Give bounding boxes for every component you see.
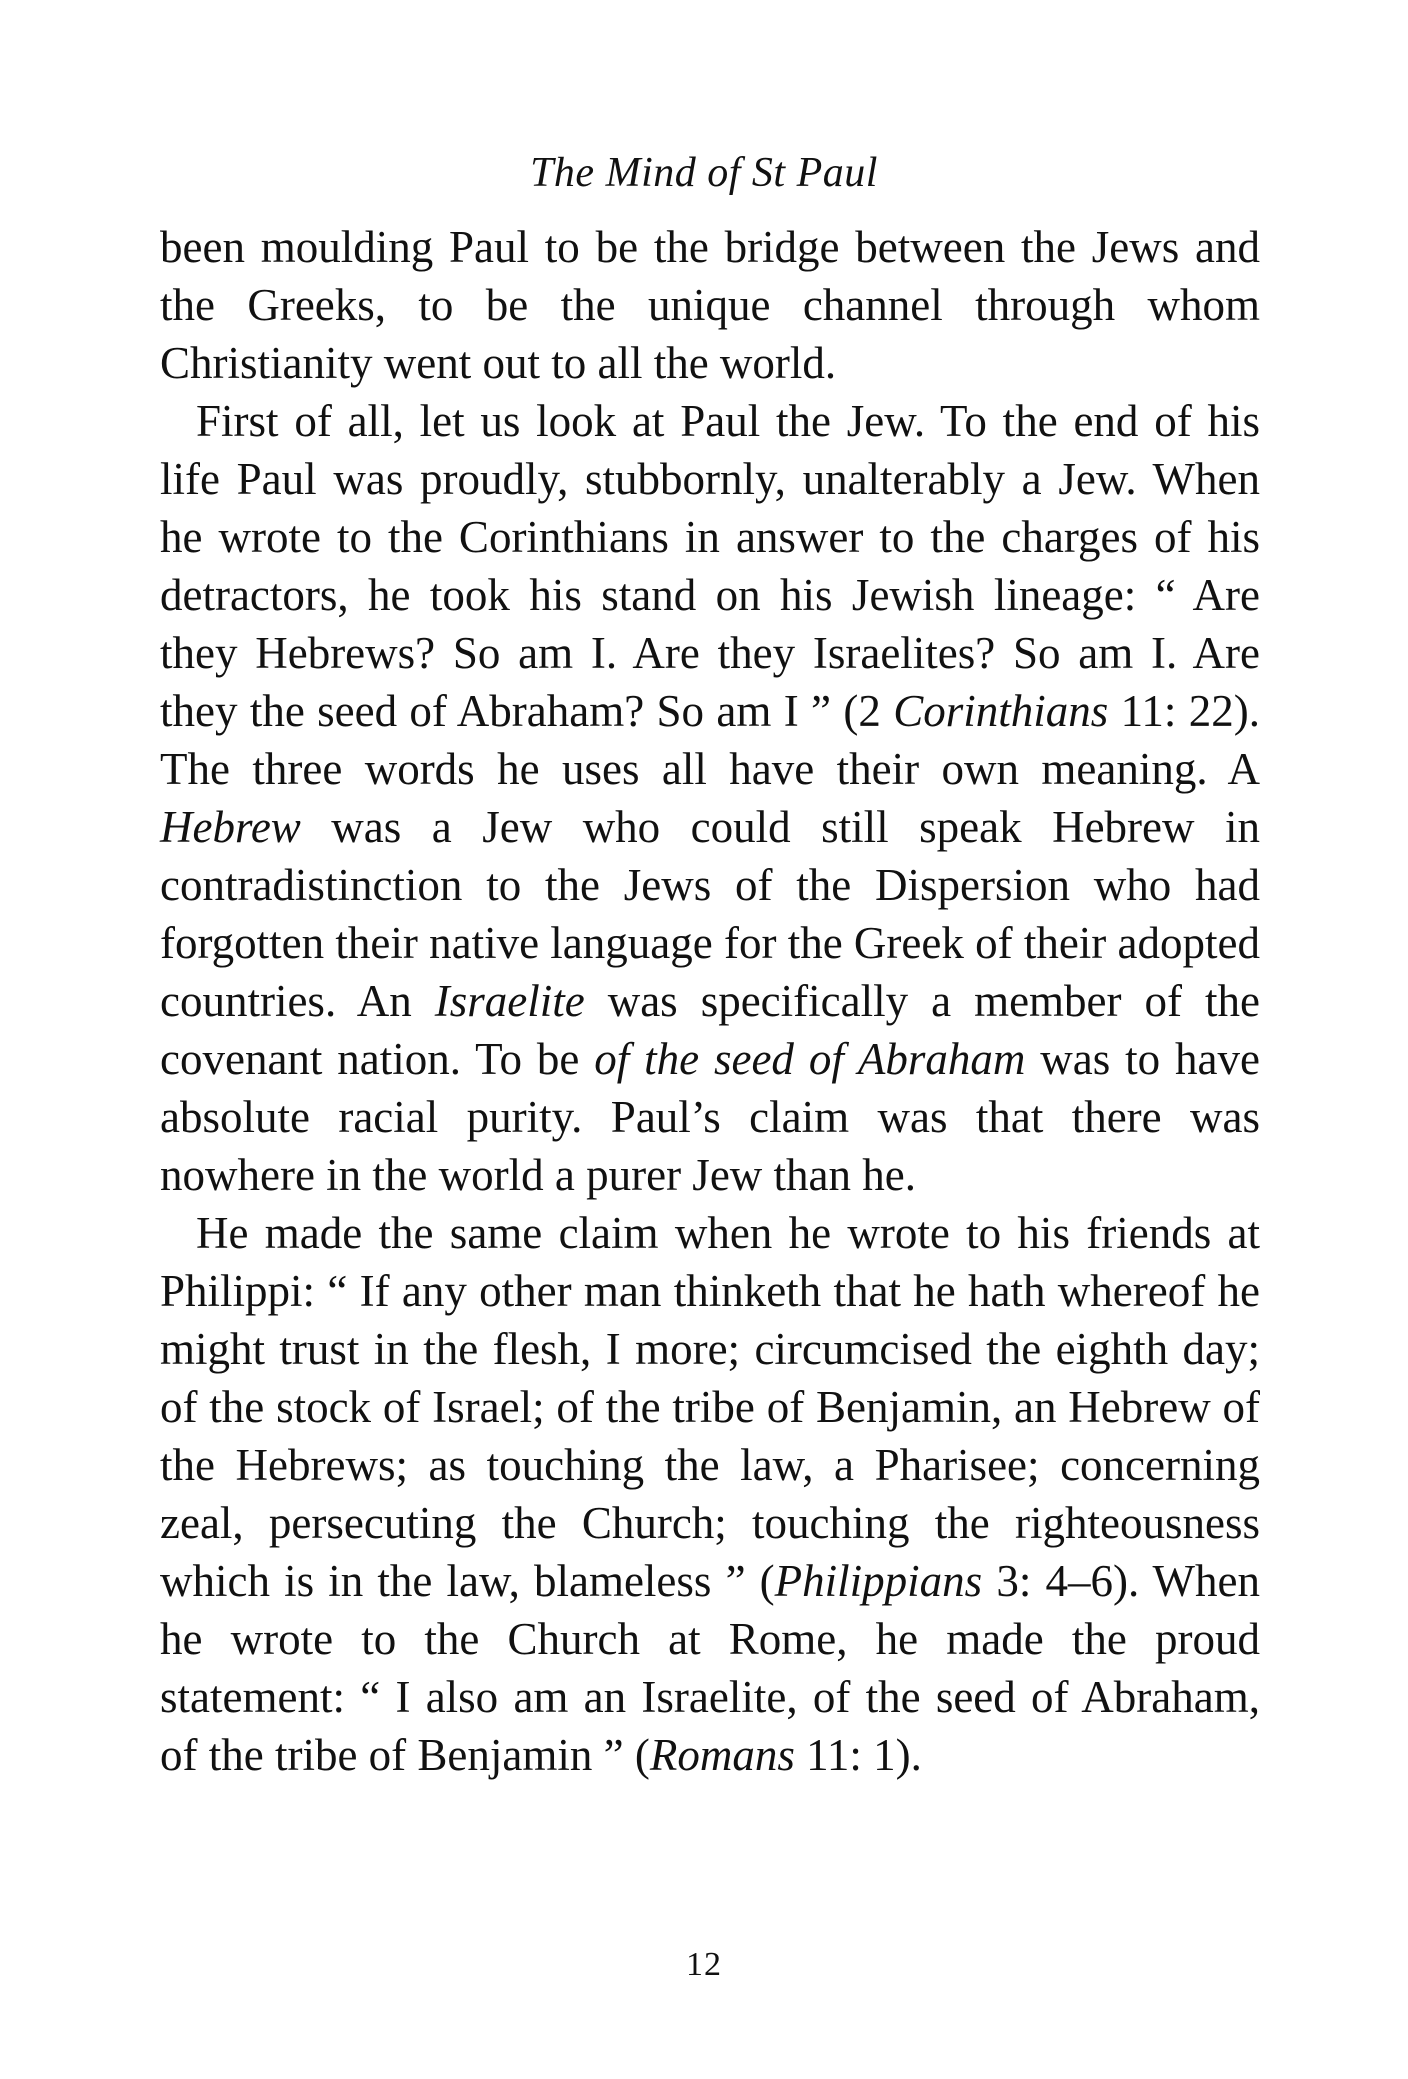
page-number: 12	[686, 1946, 722, 1983]
italic-run: Israelite	[434, 976, 585, 1026]
italic-run: Philippians	[774, 1556, 983, 1606]
paragraph	[160, 218, 1260, 392]
paragraph	[160, 1204, 1260, 1784]
text-run: was specifically a member of the covenant nation. To be	[160, 976, 1260, 1084]
text-run: was to have absolute racial purity. Paul’s claim was that there was nowhere in the world a purer Jew than he.	[160, 1034, 1261, 1200]
text-run: First of all, let us look at Paul the Jew. To the end of his life Paul was proudly, stubbornly, unalterably a Jew. When he wrote to the Corinthians in answer to the charges of his detractors, he took his stand on his Jewish lineage: “ Are they Hebrews? So am I. Are they Israelites? So am I. Are they the seed of Abraham? So am I ” (2	[160, 396, 1260, 736]
text-run: been moulding Paul to be the bridge between the Jews and the Greeks, to be the unique channel through whom Christianity went out to all the world.	[160, 222, 1260, 388]
text-run: 3: 4–6). When he wrote to the Church at Rome, he made the proud statement: “ I also am an Israelite, of the seed of Abraham, of the tribe of Benjamin ” (	[160, 1556, 1260, 1780]
paragraph	[160, 392, 1260, 1204]
text-run: 11: 1).	[794, 1730, 922, 1780]
italic-run: Corinthians	[893, 686, 1109, 736]
text-run: He made the same claim when he wrote to his friends at Philippi: “ If any other man thinketh that he hath whereof he might trust in the flesh, I more; circumcised the eighth day; of the stock of Israel; of the tribe of Benjamin, an Hebrew of the Hebrews; as touching the law, a Pharisee; concerning zeal, persecuting the Church; touching the righteousness which is in the law, blameless ” (	[160, 1208, 1260, 1606]
body-text	[160, 218, 1260, 1784]
italic-run: of the seed of Abraham	[594, 1034, 1026, 1084]
text-run: 11: 22). The three words he uses all have their own meaning. A	[160, 686, 1261, 794]
italic-run: Hebrew	[160, 802, 301, 852]
text-run: was a Jew who could still speak Hebrew in contradistinction to the Jews of the Dispersion who had forgotten their native language for the Greek of their adopted countries. An	[160, 802, 1260, 1026]
italic-run: Romans	[649, 1730, 795, 1780]
running-head: The Mind of St Paul	[530, 150, 878, 196]
